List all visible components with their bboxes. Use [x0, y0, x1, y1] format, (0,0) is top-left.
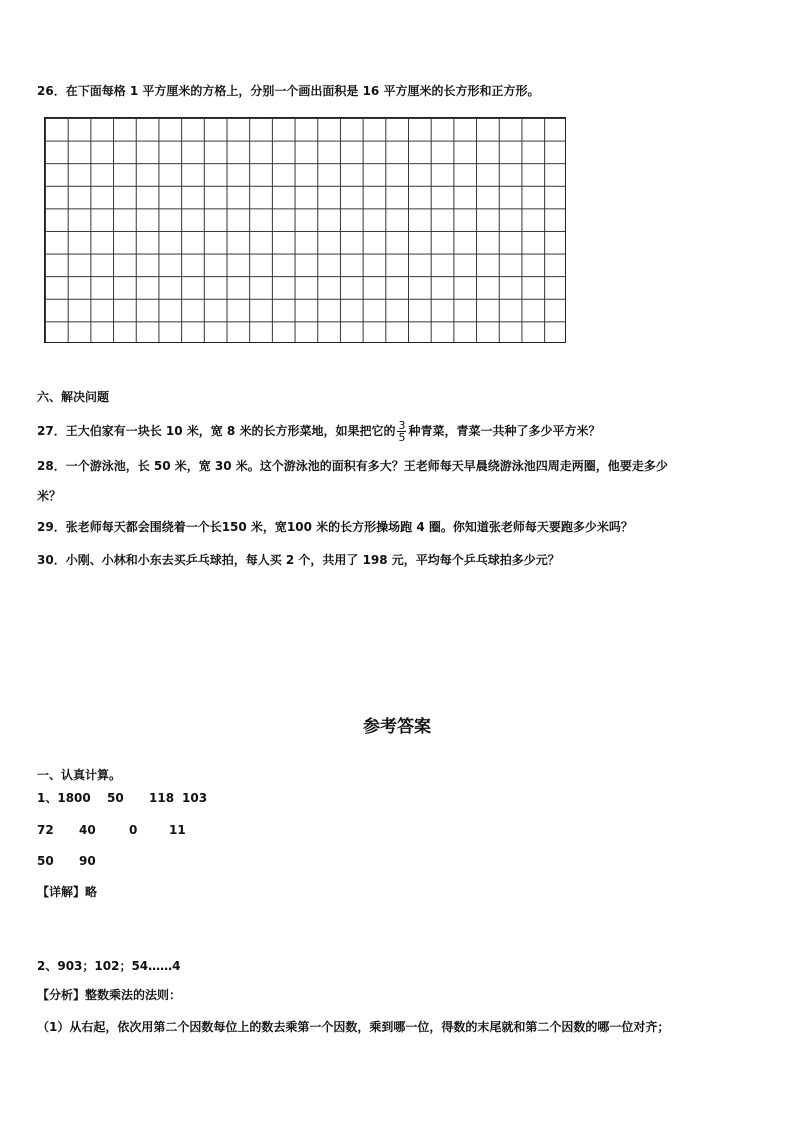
question-28-line-1: 28．一个游泳池，长 50 米，宽 30 米。这个游泳池的面积有多大？王老师每天早晨绕游泳池四周走两圈，他要走多少: [37, 459, 668, 473]
question-27: [37, 420, 600, 443]
answer-1-row-2: [37, 822, 186, 838]
question-27-text-after: 种青菜，青菜一共种了多少平方米？: [408, 424, 601, 438]
analysis-heading: 【分析】整数乘法的法则：: [37, 988, 182, 1002]
answer-value: 1、1800: [37, 791, 91, 805]
answer-1-row-3: [37, 853, 96, 869]
fraction: [397, 420, 406, 443]
answer-2: 2、903；102；54……4: [37, 959, 181, 973]
rule-1: （1）从右起，依次用第二个因数每位上的数去乘第一个因数，乘到哪一位，得数的末尾就和第二个因数的哪一位对齐；: [37, 1020, 670, 1034]
question-27-text-before: 27．王大伯家有一块长 10 米，宽 8 米的长方形菜地，如果把它的: [37, 424, 396, 438]
section-heading-6: 六、解决问题: [37, 390, 110, 404]
answer-value: 50: [107, 791, 124, 805]
answer-value: 72: [37, 823, 54, 837]
question-29: 29．张老师每天都会围绕着一个长150 米，宽100 米的长方形操场跑 4 圈。你知道张老师每天要跑多少米吗？: [37, 520, 633, 534]
answer-value: 103: [182, 791, 208, 805]
answer-value: 0: [129, 823, 138, 837]
fraction-denominator: 5: [398, 431, 406, 444]
question-30: 30．小刚、小林和小东去买乒乓球拍，每人买 2 个，共用了 198 元，平均每个乒乓球拍多少元？: [37, 553, 560, 567]
answer-value: 118: [149, 791, 175, 805]
square-grid: [44, 117, 566, 343]
question-26: 26．在下面每格 1 平方厘米的方格上，分别一个画出面积是 16 平方厘米的长方形和正方形。: [37, 84, 540, 98]
answer-value: 90: [79, 854, 96, 868]
fraction-numerator: 3: [398, 419, 406, 432]
question-28-line-2: 米？: [37, 489, 62, 503]
answer-1-row-1: [37, 790, 207, 806]
answer-value: 40: [79, 823, 96, 837]
answer-title: 参考答案: [363, 717, 431, 737]
answer-value: 11: [169, 823, 186, 837]
detail-note: 【详解】略: [37, 885, 98, 899]
answer-section-1: 一、认真计算。: [37, 768, 122, 782]
answer-value: 50: [37, 854, 54, 868]
